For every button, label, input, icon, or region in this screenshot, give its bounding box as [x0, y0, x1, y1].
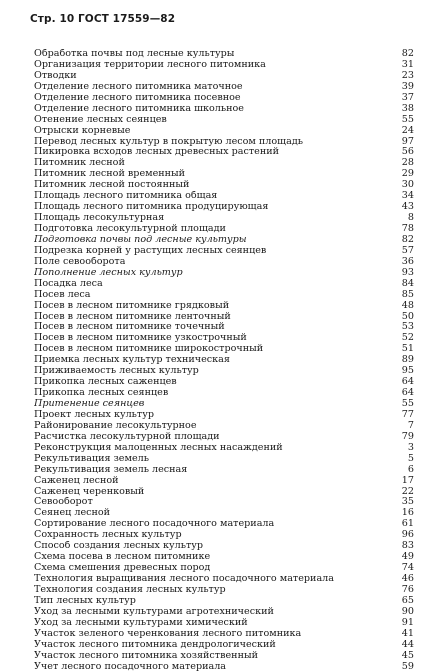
index-entry	[34, 530, 414, 541]
index-page-number: 30	[388, 180, 414, 191]
index-page-number: 49	[388, 552, 414, 563]
index-page-number: 7	[388, 421, 414, 432]
index-term: Подготовка почвы под лесные культуры	[34, 235, 247, 246]
index-page-number: 82	[388, 235, 414, 246]
index-entry	[34, 191, 414, 202]
index-term: Посев в лесном питомнике грядковый	[34, 301, 229, 312]
index-page-number: 24	[388, 126, 414, 137]
index-page-number: 3	[388, 443, 414, 454]
index-term: Питомник лесной временный	[34, 169, 185, 180]
index-term: Сортирование лесного посадочного материала	[34, 519, 274, 530]
index-term: Сеянец лесной	[34, 508, 110, 519]
index-entry	[34, 399, 414, 410]
index-page-number: 8	[388, 213, 414, 224]
index-term: Поле севооборота	[34, 257, 125, 268]
index-term: Подрезка корней у растущих лесных сеянцев	[34, 246, 266, 257]
index-page-number: 51	[388, 344, 414, 355]
index-page-number: 64	[388, 377, 414, 388]
index-term: Посев в лесном питомнике ленточный	[34, 312, 231, 323]
index-page-number: 56	[388, 147, 414, 158]
index-page-number: 59	[388, 662, 414, 672]
index-entry	[34, 607, 414, 618]
index-entry	[34, 290, 414, 301]
index-entry	[34, 465, 414, 476]
index-entry	[34, 355, 414, 366]
index-page-number: 35	[388, 497, 414, 508]
index-term: Посев в лесном питомнике широкострочный	[34, 344, 263, 355]
index-page-number: 17	[388, 476, 414, 487]
index-term: Тип лесных культур	[34, 596, 136, 607]
index-entry	[34, 235, 414, 246]
index-entry	[34, 213, 414, 224]
index-term: Посев в лесном питомнике точечный	[34, 322, 225, 333]
index-entry	[34, 487, 414, 498]
index-page-number: 22	[388, 487, 414, 498]
index-page-number: 37	[388, 93, 414, 104]
index-page-number: 83	[388, 541, 414, 552]
index-page-number: 82	[388, 49, 414, 60]
index-page-number: 34	[388, 191, 414, 202]
index-entry	[34, 104, 414, 115]
index-entry	[34, 585, 414, 596]
index-term: Учет лесного посадочного материала	[34, 662, 226, 672]
index-entry	[34, 115, 414, 126]
index-term: Площадь лесного питомника общая	[34, 191, 217, 202]
index-entry	[34, 246, 414, 257]
index-entry	[34, 563, 414, 574]
index-entry	[34, 126, 414, 137]
index-entry	[34, 279, 414, 290]
index-page-number: 91	[388, 618, 414, 629]
index-page-number: 79	[388, 432, 414, 443]
index-entry	[34, 268, 414, 279]
index-entry	[34, 388, 414, 399]
index-page-number: 78	[388, 224, 414, 235]
index-page-number: 29	[388, 169, 414, 180]
index-entry	[34, 476, 414, 487]
index-entry	[34, 82, 414, 93]
index-entry	[34, 301, 414, 312]
index-term: Отделение лесного питомника школьное	[34, 104, 244, 115]
index-entry	[34, 322, 414, 333]
index-term: Отрыски корневые	[34, 126, 130, 137]
index-term: Технология создания лесных культур	[34, 585, 226, 596]
index-page-number: 53	[388, 322, 414, 333]
index-term: Способ создания лесных культур	[34, 541, 203, 552]
index-term: Площадь лесного питомника продуцирующая	[34, 202, 268, 213]
index-term: Рекультивация земель	[34, 454, 149, 465]
index-page-number: 28	[388, 158, 414, 169]
index-page-number: 16	[388, 508, 414, 519]
index-term: Расчистка лесокультурной площади	[34, 432, 220, 443]
index-term: Саженец черенковый	[34, 487, 144, 498]
index-page-number: 50	[388, 312, 414, 323]
index-page-number: 31	[388, 60, 414, 71]
index-term: Участок лесного питомника дендрологический	[34, 640, 276, 651]
index-page-number: 77	[388, 410, 414, 421]
index-entry	[34, 71, 414, 82]
index-entry	[34, 541, 414, 552]
index-term: Перевод лесных культур в покрытую лесом площадь	[34, 137, 303, 148]
index-entry	[34, 202, 414, 213]
index-entry	[34, 497, 414, 508]
index-term: Уход за лесными культурами химический	[34, 618, 248, 629]
index-term: Питомник лесной постоянный	[34, 180, 189, 191]
index-term: Площадь лесокультурная	[34, 213, 164, 224]
index-entry	[34, 552, 414, 563]
index-entry	[34, 366, 414, 377]
index-term: Прикопка лесных саженцев	[34, 377, 177, 388]
page-header: Стр. 10 ГОСТ 17559—82	[30, 13, 175, 25]
index-term: Посев в лесном питомнике узкострочный	[34, 333, 247, 344]
index-term: Питомник лесной	[34, 158, 125, 169]
index-page-number: 55	[388, 115, 414, 126]
index-term: Проект лесных культур	[34, 410, 154, 421]
index-entry	[34, 443, 414, 454]
index-entry	[34, 410, 414, 421]
index-term: Схема посева в лесном питомнике	[34, 552, 210, 563]
index-page-number: 55	[388, 399, 414, 410]
index-term: Районирование лесокультурное	[34, 421, 197, 432]
index-entry	[34, 432, 414, 443]
index-term: Участок лесного питомника хозяйственный	[34, 651, 258, 662]
index-page-number: 45	[388, 651, 414, 662]
index-page-number: 6	[388, 465, 414, 476]
index-page-number: 5	[388, 454, 414, 465]
index-entry	[34, 333, 414, 344]
index-entry	[34, 312, 414, 323]
index-page-number: 23	[388, 71, 414, 82]
index-term: Рекультивация земель лесная	[34, 465, 187, 476]
index-term: Обработка почвы под лесные культуры	[34, 49, 234, 60]
index-page-number: 96	[388, 530, 414, 541]
index-entry	[34, 574, 414, 585]
index-entry	[34, 629, 414, 640]
index-page-number: 64	[388, 388, 414, 399]
index-page-number: 65	[388, 596, 414, 607]
index-page-number: 39	[388, 82, 414, 93]
index-entry	[34, 224, 414, 235]
alphabetical-index	[34, 49, 414, 672]
index-page-number: 74	[388, 563, 414, 574]
index-term: Посадка леса	[34, 279, 103, 290]
index-entry	[34, 257, 414, 268]
index-entry	[34, 651, 414, 662]
index-term: Приживаемость лесных культур	[34, 366, 199, 377]
index-term: Саженец лесной	[34, 476, 119, 487]
index-term: Схема смешения древесных пород	[34, 563, 210, 574]
index-page-number: 61	[388, 519, 414, 530]
index-term: Посев леса	[34, 290, 91, 301]
index-entry	[34, 377, 414, 388]
index-term: Реконструкция малоценных лесных насаждений	[34, 443, 283, 454]
index-term: Приемка лесных культур техническая	[34, 355, 230, 366]
index-page-number: 52	[388, 333, 414, 344]
index-page-number: 90	[388, 607, 414, 618]
index-entry	[34, 640, 414, 651]
index-term: Пикировка всходов лесных древесных растений	[34, 147, 279, 158]
index-entry	[34, 662, 414, 672]
index-term: Отенение лесных сеянцев	[34, 115, 167, 126]
index-entry	[34, 169, 414, 180]
index-term: Севооборот	[34, 497, 93, 508]
index-term: Отделение лесного питомника посевное	[34, 93, 241, 104]
index-entry	[34, 158, 414, 169]
index-page-number: 89	[388, 355, 414, 366]
index-page-number: 44	[388, 640, 414, 651]
index-page-number: 76	[388, 585, 414, 596]
index-page-number: 41	[388, 629, 414, 640]
index-page-number: 38	[388, 104, 414, 115]
index-term: Пополнение лесных культур	[34, 268, 183, 279]
index-entry	[34, 147, 414, 158]
index-entry	[34, 344, 414, 355]
index-entry	[34, 596, 414, 607]
index-term: Прикопка лесных сеянцев	[34, 388, 168, 399]
index-entry	[34, 519, 414, 530]
index-page-number: 95	[388, 366, 414, 377]
index-entry	[34, 60, 414, 71]
index-entry	[34, 421, 414, 432]
index-term: Организация территории лесного питомника	[34, 60, 266, 71]
index-page-number: 48	[388, 301, 414, 312]
index-entry	[34, 137, 414, 148]
index-page-number: 57	[388, 246, 414, 257]
index-page-number: 93	[388, 268, 414, 279]
index-page-number: 36	[388, 257, 414, 268]
index-entry	[34, 93, 414, 104]
index-entry	[34, 618, 414, 629]
index-page-number: 46	[388, 574, 414, 585]
index-term: Уход за лесными культурами агротехнический	[34, 607, 274, 618]
index-term: Сохранность лесных культур	[34, 530, 182, 541]
index-entry	[34, 454, 414, 465]
index-page-number: 97	[388, 137, 414, 148]
index-term: Притенение сеянцев	[34, 399, 144, 410]
index-page-number: 43	[388, 202, 414, 213]
index-term: Отделение лесного питомника маточное	[34, 82, 243, 93]
index-term: Технология выращивания лесного посадочного материала	[34, 574, 334, 585]
index-term: Отводки	[34, 71, 77, 82]
index-entry	[34, 508, 414, 519]
index-term: Подготовка лесокультурной площади	[34, 224, 226, 235]
index-entry	[34, 180, 414, 191]
index-entry	[34, 49, 414, 60]
index-term: Участок зеленого черенкования лесного питомника	[34, 629, 301, 640]
index-page-number: 85	[388, 290, 414, 301]
index-page-number: 84	[388, 279, 414, 290]
